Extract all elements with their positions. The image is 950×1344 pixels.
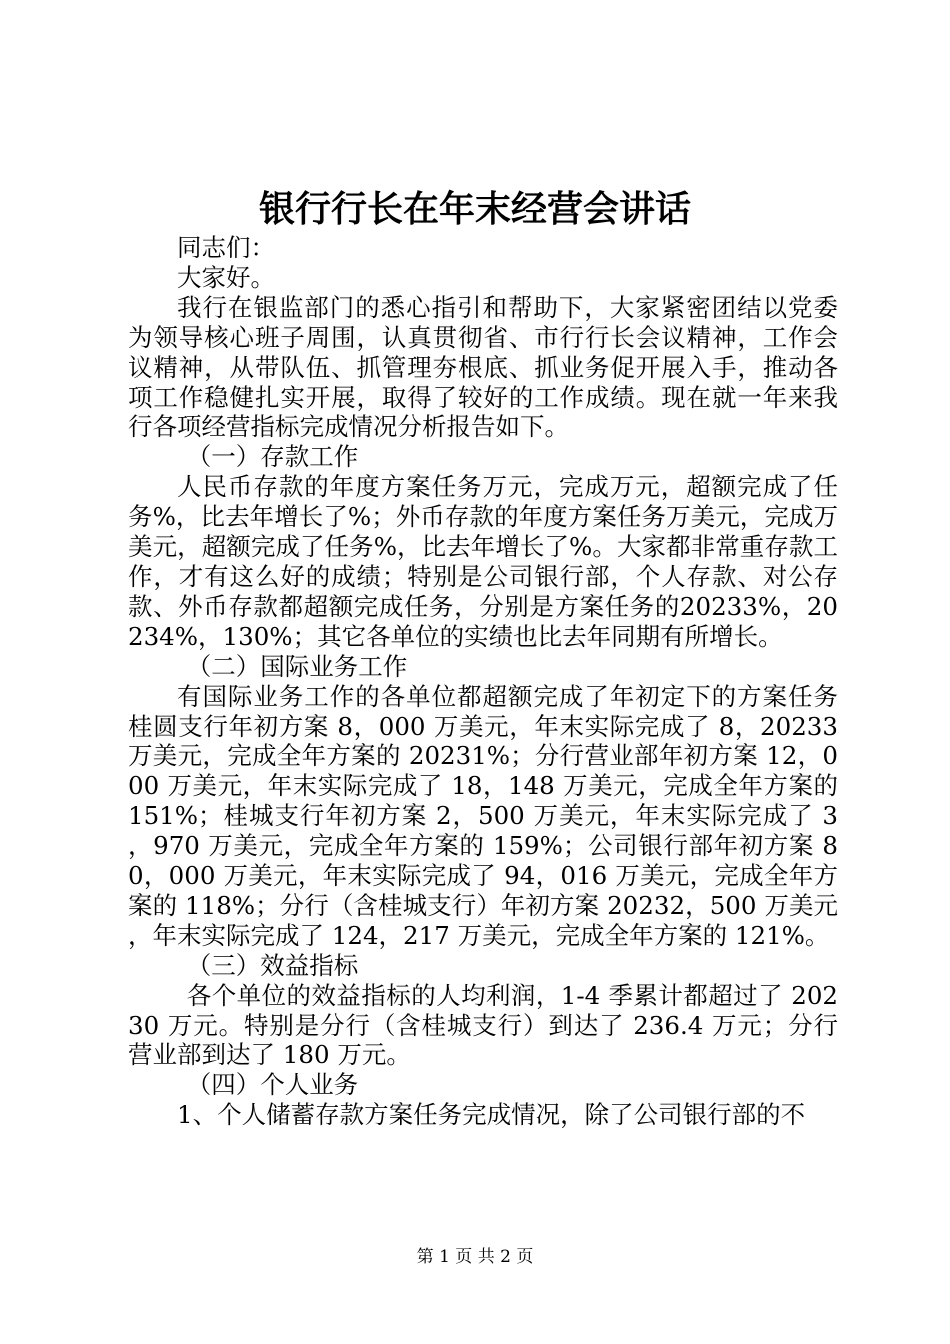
document-body — [128, 233, 838, 1130]
section-body-profit: 各个单位的效益指标的人均利润，1-4 季累计都超过了 20230 万元。特别是分行（含桂城支行）到达了 236.4 万元；分行营业部到达了 180 万元。 — [128, 980, 838, 1070]
section-body-international: 有国际业务工作的各单位都超额完成了年初定下的方案任务桂圆支行年初方案 8，000 万美元，年末实际完成了 8，20233 万美元，完成全年方案的 20231%；分行营业部年初方案 12，000 万美元，年末实际完成了 18，148 万美元，完成全年方案的 151%；桂城支行年初方案 2，500 万美元，年末实际完成了 3，970 万美元，完成全年方案的 159%；公司银行部年初方案 80，000 万美元，年末实际完成了 94，016 万美元，完成全年方案的 118%；分行（含桂城支行）年初方案 20232，500 万美元，年末实际完成了 124，217 万美元，完成全年方案的 121%。 — [128, 681, 838, 950]
section-body-deposits: 人民币存款的年度方案任务万元，完成万元，超额完成了任务%，比去年增长了%；外币存款的年度方案任务万美元，完成万美元，超额完成了任务%，比去年增长了%。大家都非常重存款工作，才有这么好的成绩；特别是公司银行部，个人存款、对公存款、外币存款都超额完成任务，分别是方案任务的20233%，20234%，130%；其它各单位的实绩也比去年同期有所增长。 — [128, 472, 838, 651]
page-footer: 第 1 页 共 2 页 — [416, 1247, 534, 1267]
section-heading-profit: （三）效益指标 — [186, 950, 359, 980]
section-heading-international: （二）国际业务工作 — [186, 651, 408, 681]
section-heading-deposits: （一）存款工作 — [186, 442, 359, 472]
section-body-personal: 1、个人储蓄存款方案任务完成情况，除了公司银行部的不 — [177, 1100, 806, 1130]
page-title: 银行行长在年末经营会讲话 — [258, 188, 691, 230]
intro-paragraph: 我行在银监部门的悉心指引和帮助下，大家紧密团结以党委为领导核心班子周围，认真贯彻省、市行行长会议精神，工作会议精神，从带队伍、抓管理夯根底、抓业务促开展入手，推动各项工作稳健扎实开展，取得了较好的工作成绩。现在就一年来我行各项经营指标完成情况分析报告如下。 — [128, 292, 838, 442]
salutation: 同志们： — [177, 233, 275, 262]
greeting: 大家好。 — [177, 262, 275, 292]
section-heading-personal: （四）个人业务 — [186, 1070, 359, 1100]
